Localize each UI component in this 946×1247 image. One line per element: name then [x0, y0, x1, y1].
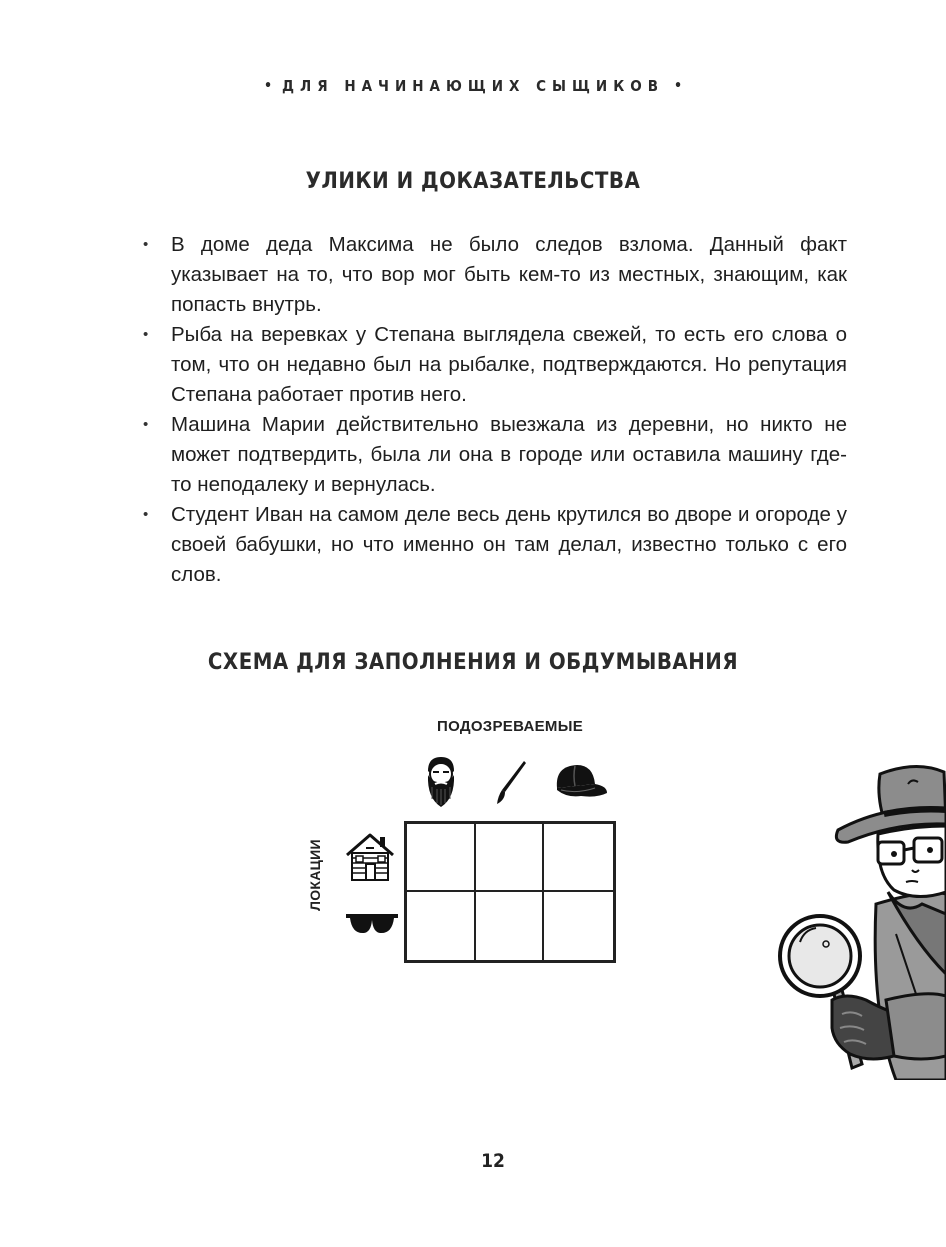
deduction-grid — [404, 821, 616, 963]
page-number: 12 — [481, 1150, 505, 1172]
log-house-icon — [344, 831, 396, 883]
sunglasses-icon — [344, 908, 400, 938]
cap-icon — [551, 760, 609, 804]
grid-cell[interactable] — [407, 824, 476, 892]
detective-illustration — [776, 764, 946, 1080]
clue-item: • Машина Марии действительно выезжала из деревни, но никто не может подтвердить, была ли она в городе или оставила машину где-то неподалеку и вернулась. — [143, 410, 847, 500]
clue-item: • В доме деда Максима не было следов взлома. Данный факт указывает на то, что вор мог быть кем-то из местных, знающим, как попасть внутрь. — [143, 230, 847, 320]
grid-cell[interactable] — [476, 892, 545, 960]
grid-cell[interactable] — [544, 824, 613, 892]
paintbrush-icon — [493, 758, 529, 806]
header-bullet-left: • — [263, 78, 272, 94]
scheme-section-title: СХЕМА ДЛЯ ЗАПОЛНЕНИЯ И ОБДУМЫВАНИЯ — [207, 650, 739, 675]
locations-label: ЛОКАЦИИ — [307, 839, 323, 911]
clues-section-title: УЛИКИ И ДОКАЗАТЕЛЬСТВА — [305, 169, 641, 194]
clues-list — [143, 230, 847, 590]
clue-item: • Студент Иван на самом деле весь день крутился во дворе и огороде у своей бабушки, но что именно он там делал, известно только с его слов. — [143, 500, 847, 590]
header-title: ДЛЯ НАЧИНАЮЩИХ СЫЩИКОВ — [282, 77, 664, 95]
grid-cell[interactable] — [476, 824, 545, 892]
running-header — [0, 77, 946, 95]
header-bullet-right: • — [673, 78, 683, 94]
bearded-man-icon — [418, 753, 464, 809]
suspects-label: ПОДОЗРЕВАЕМЫЕ — [436, 718, 584, 735]
grid-cell[interactable] — [407, 892, 476, 960]
grid-cell[interactable] — [544, 892, 613, 960]
clue-item: • Рыба на веревках у Степана выглядела свежей, то есть его слова о том, что он недавно был на рыбалке, подтверждаются. Но репутация Степана работает против него. — [143, 320, 847, 410]
